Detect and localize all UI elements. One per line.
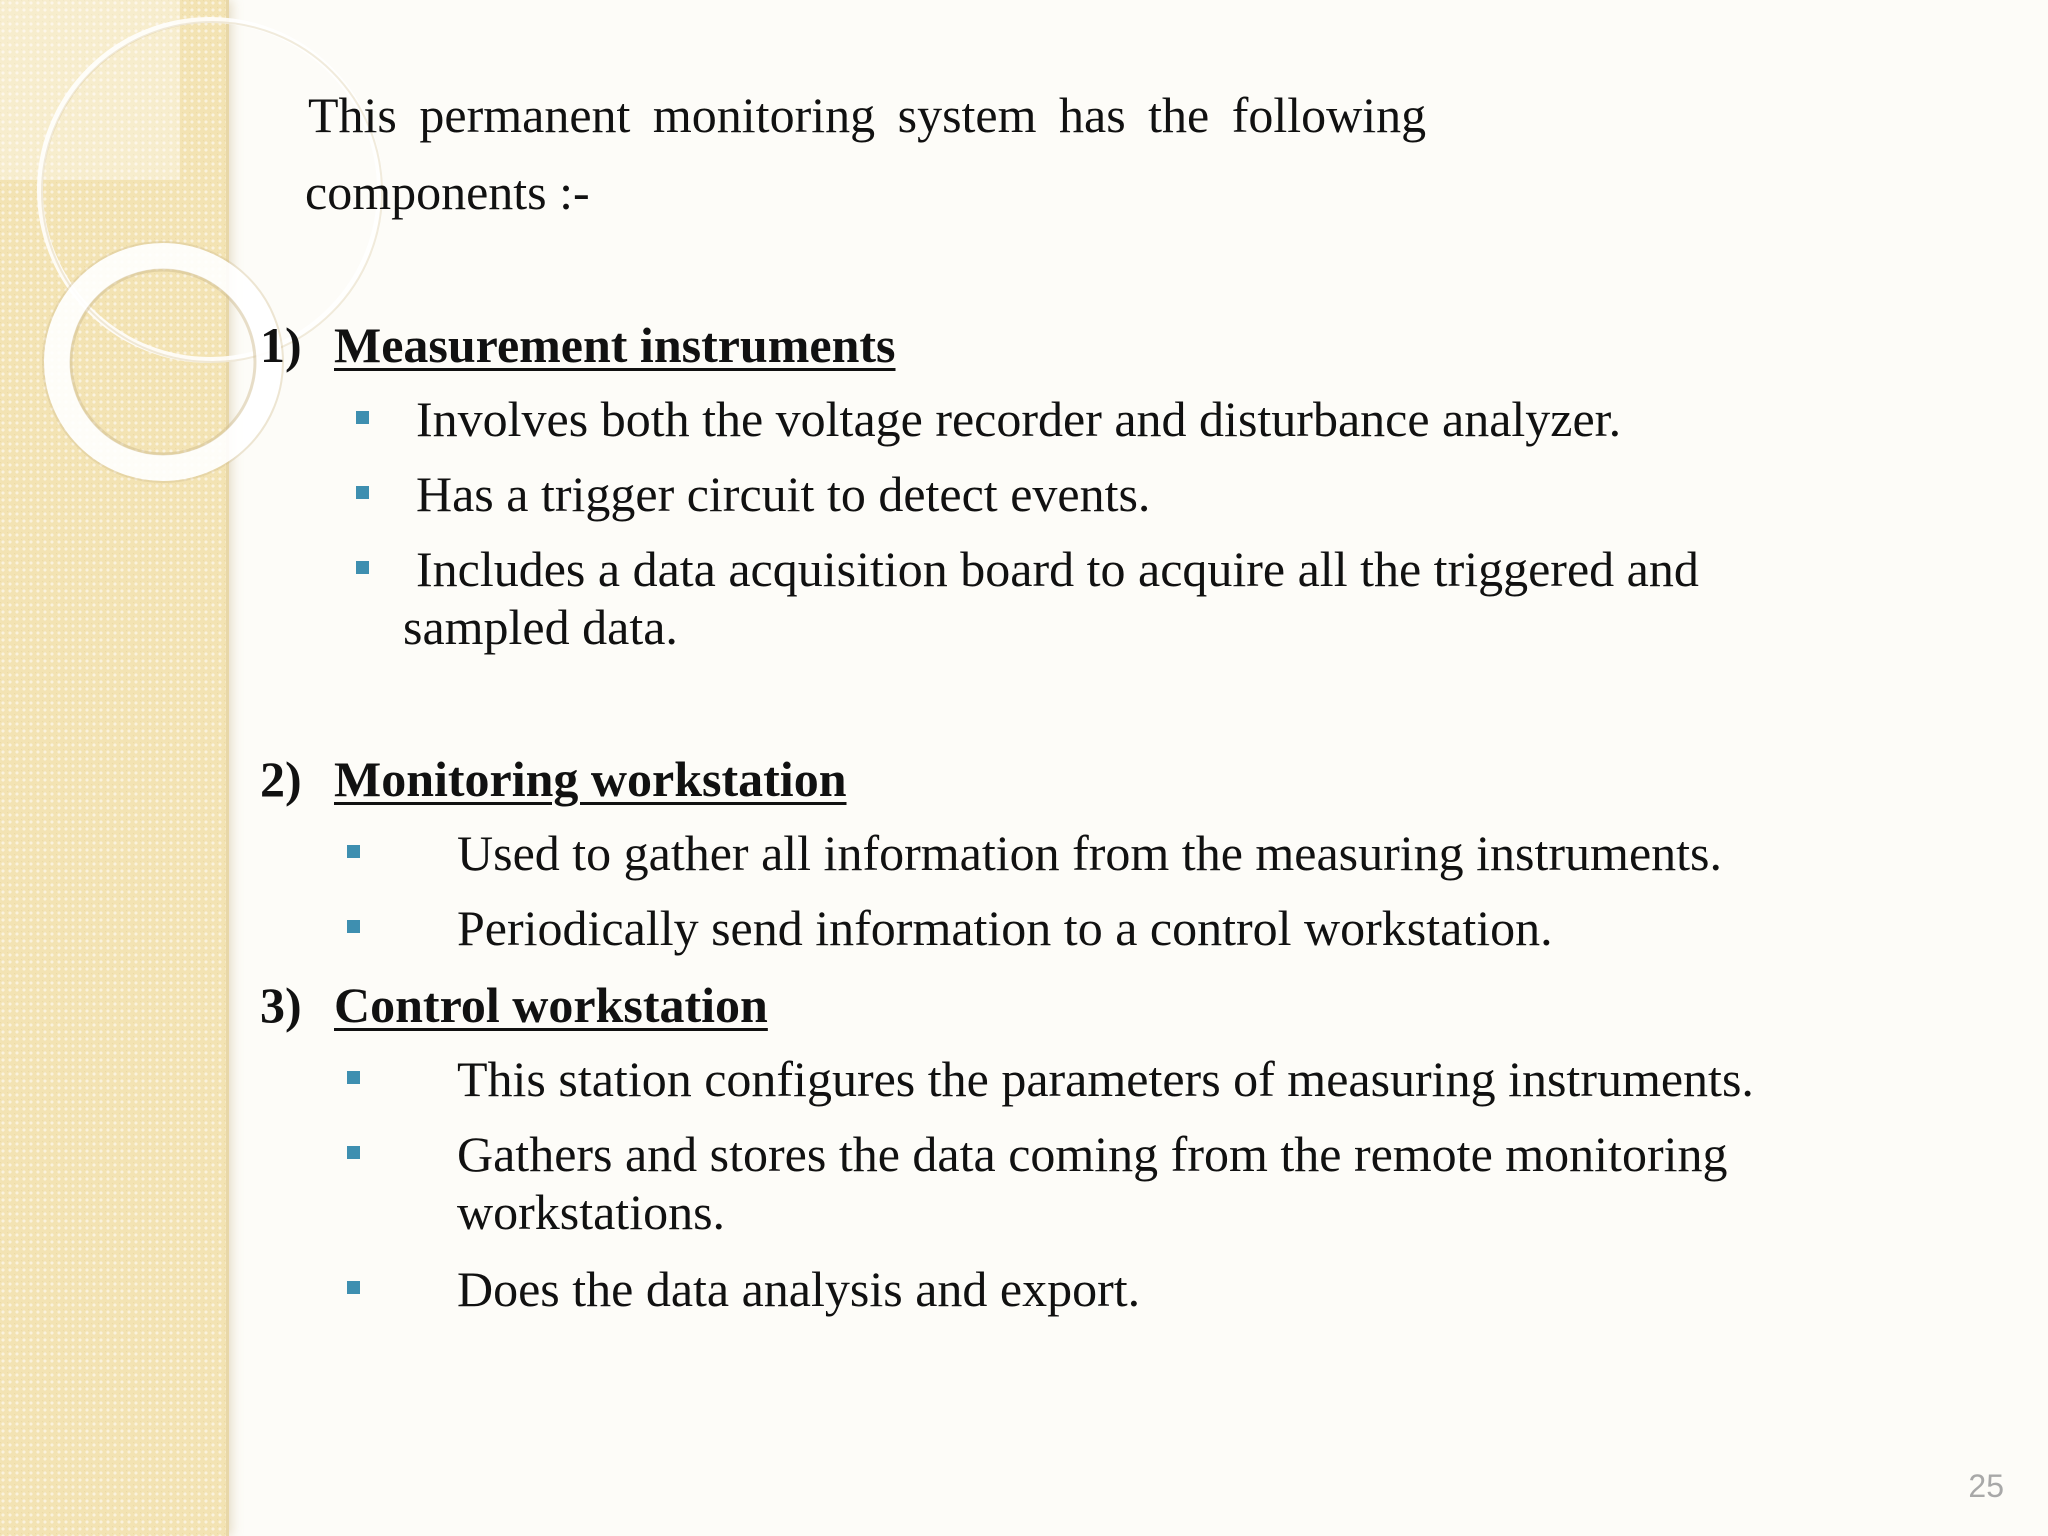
intro-line-2: components :- — [305, 164, 590, 220]
section-2-item-1: Used to gather all information from the measuring instruments. — [457, 825, 1722, 881]
section-1-heading — [260, 316, 896, 374]
page-number: 25 — [1968, 1468, 2004, 1504]
bullet-3-3 — [347, 1281, 360, 1294]
section-1-item-1: Involves both the voltage recorder and disturbance analyzer. — [416, 391, 1622, 447]
section-2-title: Monitoring workstation — [334, 751, 847, 807]
bullet-2-1 — [347, 845, 360, 858]
section-3-item-2: Gathers and stores the data coming from the remote monitoring — [457, 1126, 1728, 1182]
section-3-title: Control workstation — [334, 977, 768, 1033]
section-3-item-1: This station configures the parameters of measuring instruments. — [457, 1051, 1754, 1107]
section-2-number: 2) — [260, 751, 302, 807]
section-3-item-2-continued: workstations. — [457, 1184, 726, 1240]
bullet-1-2 — [356, 486, 369, 499]
section-1-number: 1) — [260, 317, 302, 373]
bullet-3-2 — [347, 1146, 360, 1159]
section-3-heading — [260, 976, 768, 1034]
section-2-item-2: Periodically send information to a control workstation. — [457, 900, 1553, 956]
bullet-1-3 — [356, 561, 369, 574]
bullet-1-1 — [356, 411, 369, 424]
section-1-item-3: Includes a data acquisition board to acquire all the triggered and — [416, 541, 1699, 597]
bullet-3-1 — [347, 1071, 360, 1084]
bullet-2-2 — [347, 920, 360, 933]
section-1-item-2: Has a trigger circuit to detect events. — [416, 466, 1151, 522]
section-3-number: 3) — [260, 977, 302, 1033]
section-3-item-3: Does the data analysis and export. — [457, 1261, 1141, 1317]
section-1-title: Measurement instruments — [334, 317, 896, 373]
section-1-item-3-continued: sampled data. — [403, 599, 678, 655]
section-2-heading — [260, 750, 847, 808]
intro-line-1: This permanent monitoring system has the following — [308, 87, 1427, 143]
